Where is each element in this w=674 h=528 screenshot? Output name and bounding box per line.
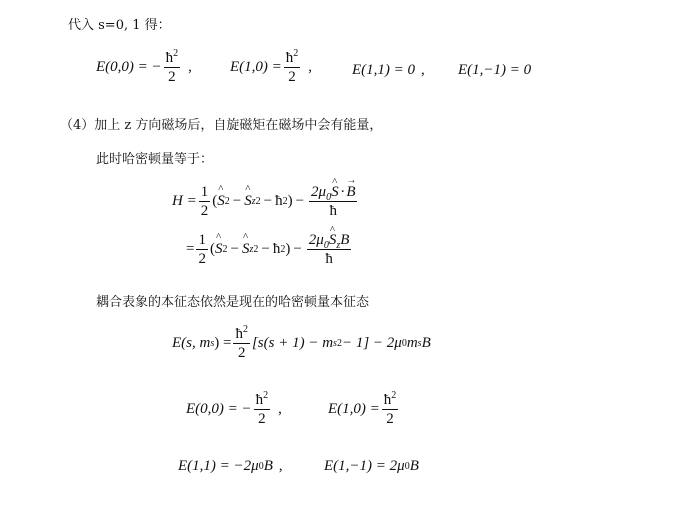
eq-e10-lhs: E(1,0) = — [230, 59, 282, 75]
energy-lhs: E(s, m — [172, 335, 211, 351]
ham-half-1-den: 2 — [200, 203, 209, 219]
intro-text: 代入 s=0, 1 得： — [68, 18, 171, 33]
final-e11-comma: , — [278, 458, 283, 474]
final-e10-frac — [382, 392, 399, 427]
final-e00 — [186, 392, 282, 427]
energy-frac-num: $ħ^2$ — [235, 324, 248, 342]
eq-e10-comma: , — [308, 59, 313, 75]
ham-minus-2c: − — [293, 241, 302, 257]
eq-e00-num: $ħ^2$ — [165, 48, 179, 66]
eq-e00-den: 2 — [168, 69, 176, 85]
energy-bracket-end: − 1] − 2μ — [341, 335, 402, 351]
part4-text: （4）加上 z 方向磁场后，自旋磁矩在磁场中会有能量， — [60, 118, 383, 133]
eq-e1m1-text: E(1,−1) = 0 — [458, 62, 532, 78]
ham-S-2: ^ S — [215, 241, 223, 258]
energy-bracket: [s(s + 1) − m — [251, 335, 334, 351]
final-e1m1: E(1,−1) = 2μ 0 B — [324, 458, 419, 474]
final-e00-lhs: E(0,0) = − — [186, 401, 252, 417]
ham-coupling-num-2: $2\mu_0\^{}$ $S_zB$ — [307, 232, 352, 250]
ham-hbar-2: ħ — [272, 241, 281, 257]
ham-Sz-1: ^ S — [244, 193, 252, 210]
ham-half-2-num: 1 — [198, 232, 206, 248]
eq-e00 — [96, 50, 192, 85]
ham-half-1 — [199, 184, 211, 219]
final-e1m1-end: B — [409, 458, 419, 474]
final-e00-comma: , — [278, 401, 282, 417]
final-e11-lhs: E(1,1) = −2μ — [178, 458, 259, 474]
energy-frac-den: 2 — [237, 345, 246, 361]
final-e10-lhs: E(1,0) = — [328, 401, 380, 417]
ham-S-1: ^ S — [217, 193, 225, 210]
ham-coupling-frac-2 — [307, 232, 352, 267]
eq-e1m1 — [458, 62, 531, 79]
eq-e10-frac — [284, 50, 301, 85]
ham-coupling-num-1: $2\mu_0\^{}$ S ·→ B — [309, 184, 357, 202]
ham-minus-1b: − — [263, 193, 273, 209]
hamiltonian-line-1: H = $\frac{1}{2}$ ( ^ S 2 − ^ S z 2 − ħ 2 ) − $\frac{2\mu_0\^{} S \cdot\to B}{ħ}$ — [172, 184, 359, 219]
ham-open-1: ( — [212, 193, 218, 209]
eq-e00-frac — [164, 50, 181, 85]
hamiltonian-line-2: = $\frac{1}{2}$ ( ^ S 2 − ^ S z 2 − ħ 2 ) − $\frac{2\mu_0\^{} S_zB}{ħ}$ — [186, 232, 353, 267]
energy-mid: ) = — [214, 335, 232, 351]
eq-e00-lhs: E(0,0) = − — [96, 59, 162, 75]
ham-coupling-frac-1 — [309, 184, 357, 219]
ham-hbar-1: ħ — [275, 193, 283, 209]
final-e10 — [328, 392, 400, 427]
ham-half-2 — [196, 232, 208, 267]
ham-minus-2a: − — [230, 241, 239, 257]
ham-close-1: ) — [287, 193, 293, 209]
final-e11: E(1,1) = −2μ 0 B , — [178, 458, 283, 474]
eq-e11 — [352, 62, 425, 79]
ham-coupling-den-2: ħ — [325, 251, 333, 267]
eq-e11-comma: , — [421, 62, 425, 78]
energy-end: B — [421, 335, 431, 351]
ham-half-1-num: 1 — [200, 184, 209, 200]
final-e10-den: 2 — [386, 411, 394, 427]
ham-minus-1c: − — [295, 193, 305, 209]
ham-half-2-den: 2 — [198, 251, 206, 267]
hamiltonian-intro: 此时哈密顿量等于： — [96, 152, 214, 167]
final-e11-end: B — [263, 458, 273, 474]
final-e00-num: $ħ^2$ — [255, 390, 269, 408]
final-e1m1-lhs: E(1,−1) = 2μ — [324, 458, 405, 474]
eq-e10 — [230, 50, 312, 85]
eq-e10-den: 2 — [288, 69, 296, 85]
ham-minus-1a: − — [232, 193, 242, 209]
final-e00-den: 2 — [258, 411, 266, 427]
ham-minus-2b: − — [261, 241, 270, 257]
ham-eq-2: = — [186, 241, 195, 257]
ham-open-2: ( — [209, 241, 215, 257]
final-e10-num: $ħ^2$ — [383, 390, 397, 408]
energy-frac — [233, 326, 250, 361]
energy-tail: m — [406, 335, 418, 351]
ham-Sz-2: ^ S — [242, 241, 250, 258]
ham-H: H = — [172, 193, 197, 209]
ham-coupling-den-1: ħ — [329, 203, 337, 219]
eq-e11-text: E(1,1) = 0 — [352, 62, 416, 78]
final-e00-frac — [254, 392, 271, 427]
ham-close-2: ) — [285, 241, 291, 257]
energy-formula: E(s, m s ) = $\frac{ħ^2}{2}$ [s(s + 1) − m s 2 − 1] − 2μ 0 m s B — [172, 324, 431, 361]
eq-e00-comma: , — [188, 59, 192, 75]
coupled-statement: 耦合表象的本征态依然是现在的哈密顿量本征态 — [96, 295, 370, 310]
eq-e10-num: $ħ^2$ — [285, 48, 299, 66]
